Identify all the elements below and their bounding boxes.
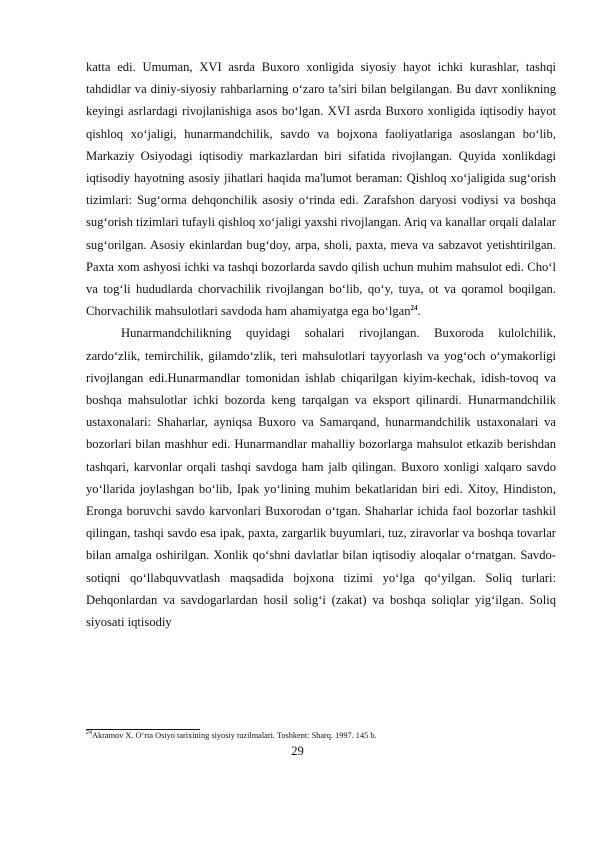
footnote-separator bbox=[86, 729, 200, 730]
footnote-number: 24 bbox=[86, 730, 92, 737]
footnote-reference[interactable]: 24 bbox=[410, 304, 418, 313]
body-text bbox=[86, 56, 556, 633]
paragraph-2-text: Hunarmandchilikning quyidagi sohalari rivojlangan. Buxoroda kulolchilik, zardo‘zlik, temirchilik, gilamdo‘zlik, teri mahsulotlari tayyorlash va yog‘och o‘ymakorligi rivojlangan edi.Hunarmandlar tomonidan ishlab chiqarilgan kiyim-kechak, idish-tovoq va boshqa mahsulotlar ichki bozorda keng tarqalgan va eksport qilinardi. Hunarmandchilik ustaxonalari: Shaharlar, ayniqsa Buxoro va Samarqand, hunarmandchilik ustaxonalari va bozorlari bilan mashhur edi. Hunarmandlar mahalliy bozorlarga mahsulot etkazib berishdan tashqari, karvonlar orqali tashqi savdoga ham jalb qilingan. Buxoro xonligi xalqaro savdo yo‘llarida joylashgan bo‘lib, Ipak yo‘lining muhim bekatlaridan biri edi. Xitoy, Hindiston, Eronga boruvchi savdo karvonlari Buxorodan o‘tgan. Shaharlar ichida faol bozorlar tashkil qilingan, tashqi savdo esa ipak, paxta, zargarlik buyumlari, tuz, ziravorlar va boshqa tovarlar bilan amalga oshirilgan. Xonlik qo‘shni davlatlar bilan iqtisodiy aloqalar o‘rnatgan. Savdo-sotiqni qo‘llabquvvatlash maqsadida bojxona tizimi yo‘lga qo‘yilgan. Soliq turlari: Dehqonlardan va savdogarlardan hosil solig‘i (zakat) va boshqa soliqlar yig‘ilgan. Soliq siyosati iqtisodiy bbox=[86, 326, 556, 630]
paragraph-1 bbox=[86, 56, 556, 322]
footnote-text: Akramov X. O‘rta Osiyo tarixining siyosiy tuzilmalari. Toshkent: Sharq. 1997. 145 b. bbox=[92, 731, 377, 740]
paragraph-1-text: katta edi. Umuman, XVI asrda Buxoro xonligida siyosiy hayot ichki kurashlar, tashqi tahdidlar va diniy-siyosiy rahbarlarning o‘zaro ta’siri bilan belgilangan. Bu davr xonlikning keyingi asrlardagi rivojlanishiga asos bo‘lgan. XVI asrda Buxoro xonligida iqtisodiy hayot qishloq xo‘jaligi, hunarmandchilik, savdo va bojxona faoliyatlariga asoslangan bo‘lib, Markaziy Osiyodagi iqtisodiy markazlardan biri sifatida rivojlangan. Quyida xonlikdagi iqtisodiy hayotning asosiy jihatlari haqida ma'lumot beraman: Qishloq xo‘jaligida sug‘orish tizimlari: Sug‘orma dehqonchilik asosiy o‘rinda edi. Zarafshon daryosi vodiysi va boshqa sug‘orish tizimlari tufayli qishloq xo‘jaligi yaxshi rivojlangan. Ariq va kanallar orqali dalalar sug‘orilgan. Asosiy ekinlardan bug‘doy, arpa, sholi, paxta, meva va sabzavot yetishtirilgan. Paxta xom ashyosi ichki va tashqi bozorlarda savdo qilish uchun muhim mahsulot edi. Cho‘l va tog‘li hududlarda chorvachilik rivojlangan bo‘lib, qo‘y, tuya, ot va qoramol boqilgan. Chorvachilik mahsulotlari savdoda ham ahamiyatga ega bo‘lgan bbox=[86, 60, 556, 319]
paragraph-1-tail: . bbox=[417, 304, 421, 319]
footnote bbox=[86, 731, 556, 741]
paragraph-2 bbox=[86, 322, 556, 633]
page-number: 29 bbox=[291, 744, 304, 758]
